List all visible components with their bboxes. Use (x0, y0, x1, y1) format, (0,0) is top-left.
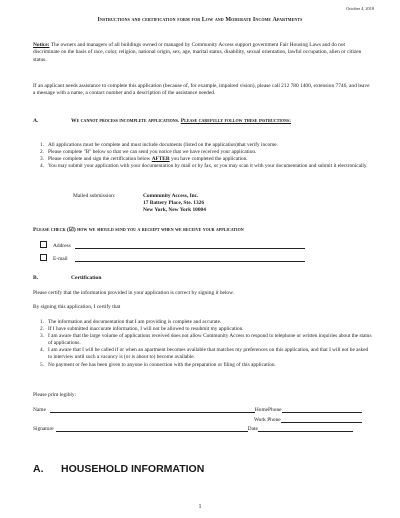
list-item-text: No payment or fee has been given to anyone in connection with the preparation or filing of this application. (48, 361, 276, 368)
email-checkbox[interactable] (40, 254, 47, 261)
page-number: 1 (198, 504, 202, 510)
household-letter: A. (33, 463, 44, 475)
signature-label: Signature (33, 426, 54, 432)
by-signing-text: By signing this application, I certify that (33, 304, 121, 310)
list-item-text: All applications must be complete and must include documents (listed on the application)that verify income. (48, 142, 278, 148)
list-item (40, 142, 372, 149)
address-line: Community Access, Inc. (143, 193, 199, 199)
name-label: Name (33, 407, 46, 413)
certify-intro: Please certify that the information provided in your application is correct by signing it below. (33, 290, 234, 296)
section-a-letter: A. (33, 118, 39, 124)
email-line-field[interactable] (75, 255, 305, 262)
work-phone-input-line[interactable] (281, 416, 362, 423)
list-item-number: 5. (40, 361, 44, 368)
mailing-address (143, 193, 206, 215)
notice-label: Notice: (33, 42, 50, 48)
page-title (0, 17, 400, 23)
receipt-option-label: E-mail (53, 256, 68, 262)
mailed-label: Mailed submission: (73, 193, 116, 199)
list-item-emphasis: AFTER (151, 156, 170, 163)
signature-input-line[interactable] (56, 425, 248, 432)
date-label: Date (247, 426, 258, 432)
section-b-heading-text: Certification (71, 275, 102, 281)
section-b-list (40, 319, 372, 369)
address-line: New York, New York 10004 (143, 207, 206, 214)
receipt-heading (33, 227, 244, 233)
section-a-heading (33, 118, 372, 126)
list-item-number: 4. (40, 347, 44, 354)
address-line: 17 Battery Place, Ste. 1326 (143, 200, 205, 207)
work-phone-label: Work Phone (254, 417, 281, 423)
list-item-number: 1. (40, 319, 44, 325)
section-a-heading-pre: We cannot process incomplete applications. (71, 118, 181, 124)
list-item (40, 347, 372, 361)
home-phone-label: HomePhone (254, 407, 282, 413)
date-input-line[interactable] (258, 425, 353, 432)
mailed-submission (73, 193, 206, 215)
section-b-heading (33, 275, 101, 281)
address-line-field[interactable] (75, 242, 305, 249)
address-checkbox[interactable] (40, 241, 47, 248)
notice-text: The owners and managers of all buildings owned or managed by Community Access support government Fair Housing Laws and do not discriminate on the basis of race, color, religion, national origin, sex, age, marital status, disability, sexual orientation, lawful occupation, alien or citizen status. (33, 42, 362, 63)
home-phone-input-line[interactable] (282, 406, 362, 413)
list-item (40, 163, 372, 170)
section-a-heading-underlined: Please carefully follow these instructions: (180, 118, 292, 124)
name-field[interactable] (33, 406, 362, 413)
list-item-number: 2. (40, 326, 44, 333)
list-item-text-post: you have completed the application. (169, 156, 248, 163)
list-item-text: If I have submitted inaccurate information, I will not be allowed to resubmit my application. (48, 326, 244, 333)
work-phone-field[interactable] (254, 416, 362, 423)
list-item-text-pre: Please complete and sign the certification below (48, 156, 152, 163)
list-item-text: I am aware that I will be called if or when an apartment becomes available that matches my preferences on this application, and that I will not be asked to interview until such a vacancy is (or is about to) become available. (48, 347, 369, 361)
list-item-number: 3. (40, 156, 44, 163)
list-item-text: I am aware that the large volume of applications received does not allow Community Access to respond to telephone or written inquiries about the status of applications. (48, 333, 372, 347)
list-item-text: The information and documentation that I am providing is complete and accurate. (48, 319, 222, 325)
household-title: HOUSEHOLD INFORMATION (61, 463, 205, 475)
receipt-option-address[interactable] (40, 241, 305, 249)
receipt-option-label: Address (53, 243, 71, 249)
list-item-number: 3. (40, 333, 44, 340)
list-item-number: 2. (40, 149, 44, 156)
list-item-number: 4. (40, 163, 44, 170)
print-legibly-text: Please print legibly: (33, 392, 77, 398)
list-item-number: 1. (40, 142, 44, 148)
section-a-list (40, 142, 372, 170)
list-item-text: Please complete "B" below so that we can send you notice that we have received your application. (48, 149, 257, 156)
list-item-text: You may submit your application with your documentation by mail or by fax, or you may scan it with your documentation and submit it electronically. (48, 163, 368, 170)
household-heading (33, 463, 204, 475)
section-a-heading-text (71, 118, 301, 126)
list-item (40, 362, 372, 369)
receipt-heading-text: Please check (☑) how we should send you a receipt when we receive your application (33, 227, 244, 233)
section-b-letter: B. (33, 275, 39, 281)
page-title-text: Instructions and certification form for Low and Moderate Income Apartments (97, 17, 303, 23)
assistance-paragraph: If an applicant needs assistance to complete this application (because of, for example, impaired vision), please call 212 780 1400, extension 7746, and leave a message with a name, a contact number and a description of the assistance needed. (33, 83, 370, 97)
notice-paragraph (33, 42, 372, 64)
signature-field[interactable] (33, 425, 353, 432)
list-item (40, 333, 372, 347)
document-date: October 4, 2018 (346, 6, 374, 11)
receipt-option-email[interactable] (40, 254, 305, 262)
name-input-line[interactable] (50, 406, 255, 413)
